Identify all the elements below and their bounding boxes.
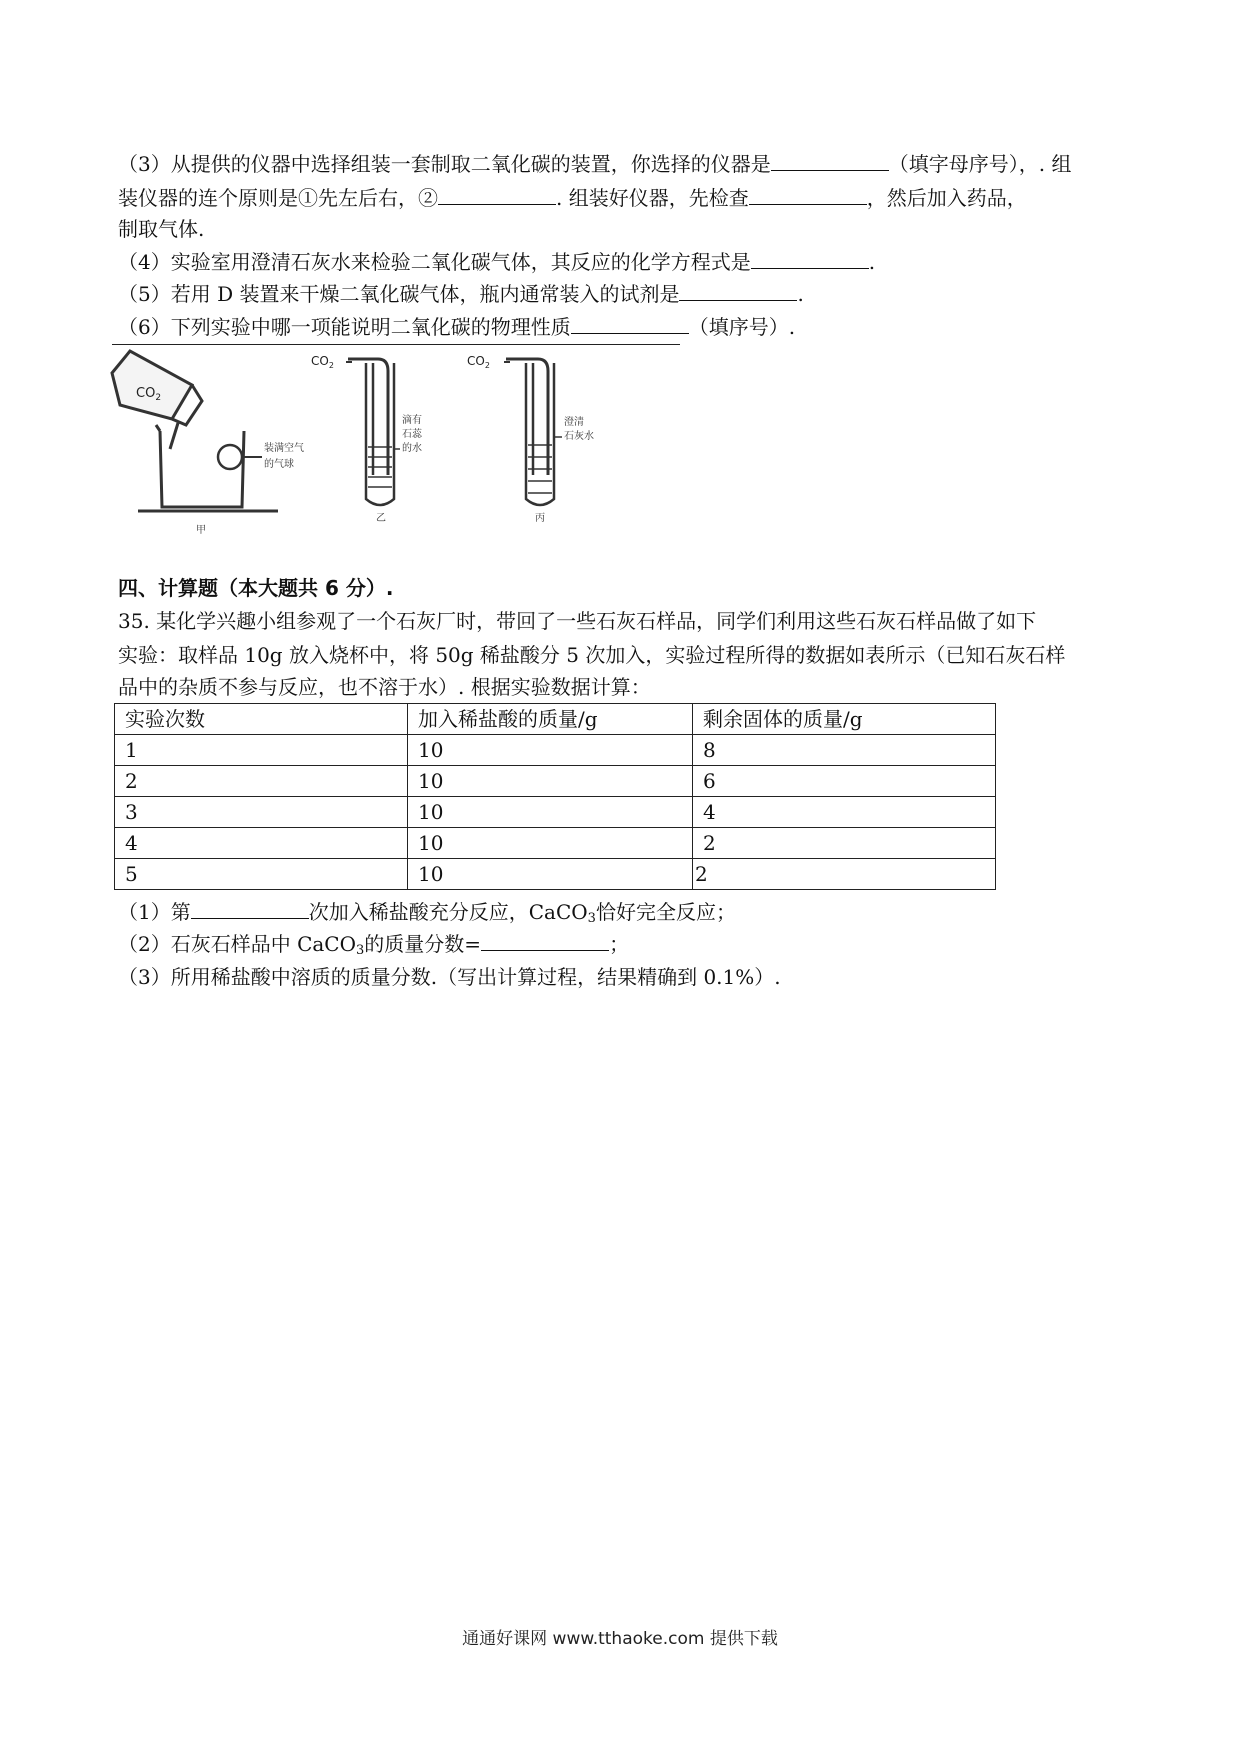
co2-label-yi: $CO_2$ bbox=[311, 354, 334, 370]
co2-label-bing: $CO_2$ bbox=[467, 354, 490, 370]
q35-line-3: 品中的杂质不参与反应，也不溶于水）. 根据实验数据计算： bbox=[118, 675, 651, 699]
table-cell: 10 bbox=[408, 735, 693, 766]
apparatus-jia bbox=[112, 351, 304, 536]
table-cell: 2 bbox=[693, 828, 996, 859]
table-row bbox=[115, 766, 996, 797]
q3-line-2 bbox=[118, 182, 1027, 213]
apparatus-yi bbox=[311, 354, 423, 524]
sq2-text-a: （2）石灰石样品中 CaCO bbox=[118, 932, 357, 956]
table-cell: 2 bbox=[693, 859, 996, 890]
table-header: 加入稀盐酸的质量/g bbox=[408, 704, 693, 735]
q4-line bbox=[118, 246, 875, 277]
sq2-text-b: 的质量分数= bbox=[364, 932, 482, 956]
table-cell: 8 bbox=[693, 735, 996, 766]
q3-text-6: 制取气体. bbox=[118, 217, 205, 241]
table-cell: 3 bbox=[115, 797, 408, 828]
table-cell: 4 bbox=[115, 828, 408, 859]
answer-blank bbox=[679, 278, 797, 301]
q6-end: （填序号）. bbox=[688, 315, 796, 339]
table-header-row bbox=[115, 704, 996, 735]
tube-c-label-2: 石灰水 bbox=[564, 431, 594, 442]
caption-jia: 甲 bbox=[196, 525, 206, 536]
co2-label-jia: $CO_2$ bbox=[136, 386, 162, 403]
q3-text-4: . 组装好仪器，先检查 bbox=[556, 186, 749, 210]
answer-blank bbox=[771, 148, 889, 171]
q6-text: （6）下列实验中哪一项能说明二氧化碳的物理性质 bbox=[118, 315, 571, 339]
q3-line-1 bbox=[118, 148, 1071, 179]
tube-b-label-2: 石蕊 bbox=[402, 429, 422, 440]
caption-yi: 乙 bbox=[376, 513, 386, 524]
table-row bbox=[115, 859, 996, 890]
answer-blank bbox=[751, 246, 869, 269]
answer-blank bbox=[749, 182, 867, 205]
answer-blank bbox=[571, 311, 689, 334]
experiment-figure bbox=[110, 345, 680, 537]
apparatus-bing bbox=[467, 354, 594, 524]
sq1-text-a: （1）第 bbox=[118, 900, 191, 924]
tube-b-label-1: 滴有 bbox=[402, 415, 422, 426]
q6-line bbox=[118, 311, 795, 342]
table-cell: 10 bbox=[408, 828, 693, 859]
q3-text-1: （3）从提供的仪器中选择组装一套制取二氧化碳的装置，你选择的仪器是 bbox=[118, 152, 771, 176]
answer-blank bbox=[191, 896, 309, 919]
table-cell: 4 bbox=[693, 797, 996, 828]
answer-blank bbox=[438, 182, 556, 205]
q5-end: . bbox=[797, 282, 804, 306]
q3-text-5: ，然后加入药品， bbox=[866, 186, 1027, 210]
q4-text: （4）实验室用澄清石灰水来检验二氧化碳气体，其反应的化学方程式是 bbox=[118, 250, 751, 274]
section-heading: 四、计算题（本大题共 6 分）. bbox=[118, 576, 394, 600]
q3-text-2: （填字母序号），. 组 bbox=[888, 152, 1072, 176]
q35-line-1: 35. 某化学兴趣小组参观了一个石灰厂时，带回了一些石灰石样品，同学们利用这些石灰石样品做了如下 bbox=[118, 609, 1037, 633]
sub-question-3: （3）所用稀盐酸中溶质的质量分数.（写出计算过程，结果精确到 0.1%）. bbox=[118, 965, 781, 989]
table-cell: 10 bbox=[408, 859, 693, 890]
data-table bbox=[114, 703, 996, 890]
q3-text-3: 装仪器的连个原则是①先左后右，② bbox=[118, 186, 438, 210]
table-header: 实验次数 bbox=[115, 704, 408, 735]
tube-c-label-1: 澄清 bbox=[564, 417, 584, 428]
sq1-text-c: 恰好完全反应； bbox=[595, 900, 736, 924]
table-cell: 10 bbox=[408, 766, 693, 797]
sq2-subscript: 3 bbox=[356, 943, 365, 958]
q5-line bbox=[118, 278, 804, 309]
sub-question-2 bbox=[118, 928, 629, 966]
table-cell: 1 bbox=[115, 735, 408, 766]
sq1-text-b: 次加入稀盐酸充分反应，CaCO bbox=[308, 900, 588, 924]
answer-blank bbox=[481, 928, 609, 951]
table-cell: 5 bbox=[115, 859, 408, 890]
footer: 通通好课网 www.tthaoke.com 提供下载 bbox=[462, 1629, 778, 1649]
q3-line-3 bbox=[118, 214, 204, 244]
table-row bbox=[115, 797, 996, 828]
caption-bing: 丙 bbox=[535, 513, 545, 524]
table-cell: 6 bbox=[693, 766, 996, 797]
table-cell: 2 bbox=[115, 766, 408, 797]
table-row bbox=[115, 735, 996, 766]
sq2-text-c: ； bbox=[609, 932, 630, 956]
table-header: 剩余固体的质量/g bbox=[693, 704, 996, 735]
tube-b-label-3: 的水 bbox=[402, 443, 422, 454]
q35-line-2: 实验：取样品 10g 放入烧杯中，将 50g 稀盐酸分 5 次加入，实验过程所得的数据如表所示（已知石灰石样 bbox=[118, 643, 1066, 667]
table-cell: 10 bbox=[408, 797, 693, 828]
q5-text: （5）若用 D 装置来干燥二氧化碳气体，瓶内通常装入的试剂是 bbox=[118, 282, 680, 306]
table-row bbox=[115, 828, 996, 859]
q4-end: . bbox=[868, 250, 876, 274]
balloon-label-2: 的气球 bbox=[264, 459, 294, 470]
sq1-subscript: 3 bbox=[587, 911, 596, 926]
balloon-label-1: 装满空气 bbox=[264, 443, 304, 454]
